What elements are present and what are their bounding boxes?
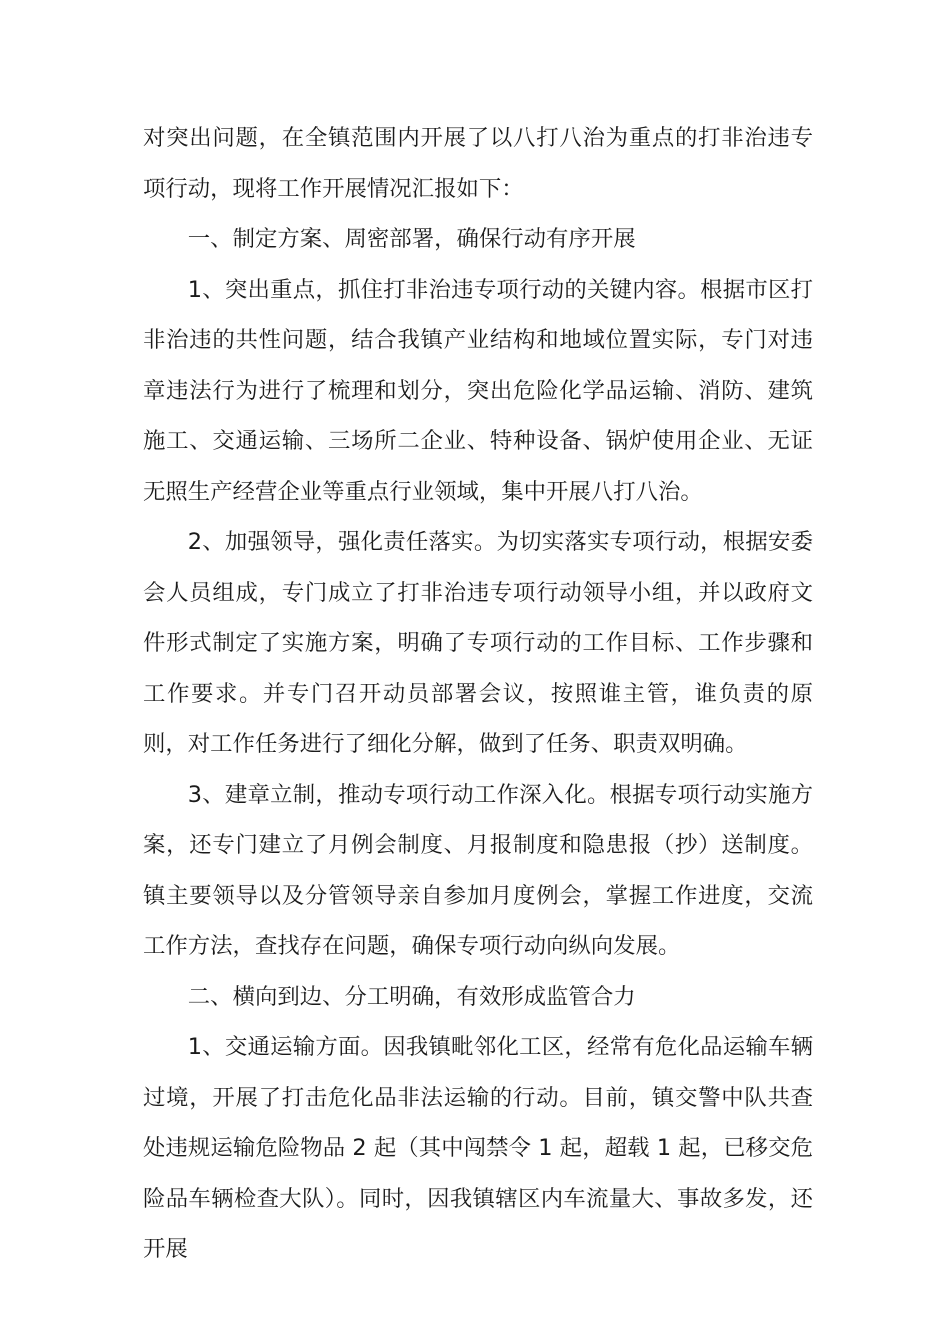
paragraph-1-1: 1、突出重点，抓住打非治违专项行动的关键内容。根据市区打非治违的共性问题，结合我镇产业结构和地域位置实际，专门对违章违法行为进行了梳理和划分，突出危险化学品运输、消防、建筑施工、交通运输、三场所二企业、特种设备、锅炉使用企业、无证无照生产经营企业等重点行业领域，集中开展八打八治。 <box>143 276 813 505</box>
section-heading-2: 二、横向到边、分工明确，有效形成监管合力 <box>187 983 636 1010</box>
section-heading-1: 一、制定方案、周密部署，确保行动有序开展 <box>187 226 636 252</box>
paragraph-2-1: 1、交通运输方面。因我镇毗邻化工区，经常有危化品运输车辆过境，开展了打击危化品非法运输的行动。目前，镇交警中队共查处违规运输危险物品 2 起（其中闯禁令 1 起，超载 1 起，已移交危险品车辆检查大队）。同时，因我镇辖区内车流量大、事故多发，还开展 <box>143 1034 813 1262</box>
paragraph-continuation: 对突出问题，在全镇范围内开展了以八打八治为重点的打非治违专项行动，现将工作开展情况汇报如下： <box>143 125 813 202</box>
paragraph-1-2: 2、加强领导，强化责任落实。为切实落实专项行动，根据安委会人员组成，专门成立了打非治违专项行动领导小组，并以政府文件形式制定了实施方案，明确了专项行动的工作目标、工作步骤和工作要求。并专门召开动员部署会议，按照谁主管，谁负责的原则，对工作任务进行了细化分解，做到了任务、职责双明确。 <box>143 529 813 757</box>
document-body <box>143 113 813 1275</box>
paragraph-1-3: 3、建章立制，推动专项行动工作深入化。根据专项行动实施方案，还专门建立了月例会制度、月报制度和隐患报（抄）送制度。镇主要领导以及分管领导亲自参加月度例会，掌握工作进度，交流工作方法，查找存在问题，确保专项行动向纵向发展。 <box>143 781 813 959</box>
